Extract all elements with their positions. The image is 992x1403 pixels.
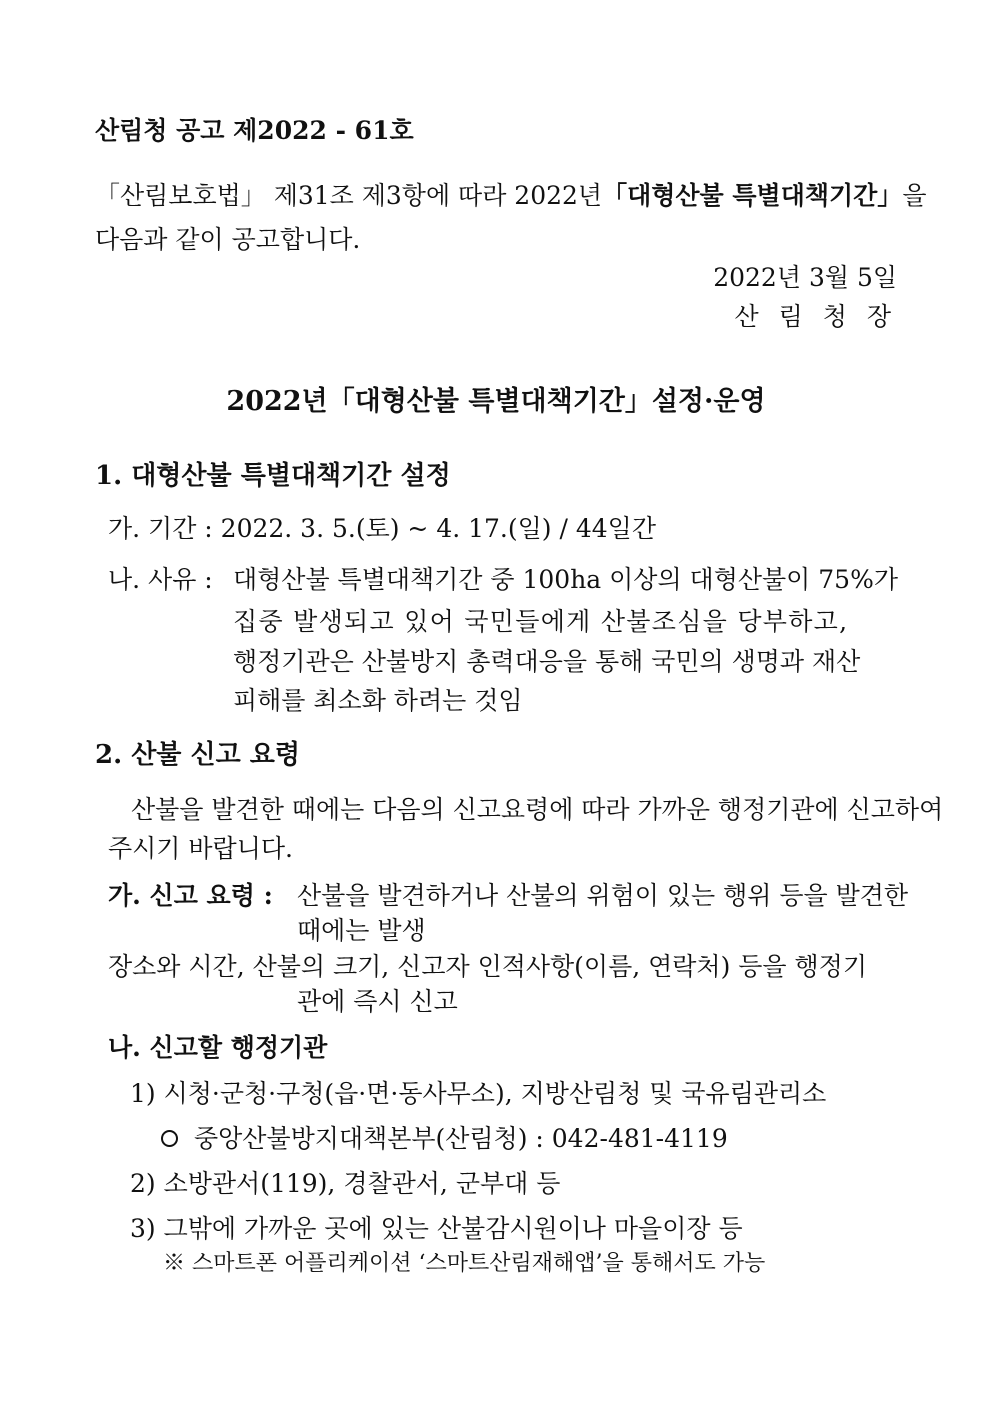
issuer: 산 림 청 장 bbox=[734, 302, 897, 331]
intro-line-2: 다음과 같이 공고합니다. bbox=[95, 225, 361, 254]
intro-particle: 을 bbox=[902, 181, 927, 210]
section2-heading: 2. 산불 신고 요령 bbox=[95, 740, 300, 770]
document-title: 2022년「대형산불 특별대책기간」설정·운영 bbox=[226, 386, 766, 417]
reason-text: 대형산불 특별대책기간 중 100ha 이상의 대형산불이 75%가 bbox=[233, 565, 898, 594]
section2-intro-line-2: 주시기 바랍니다. bbox=[108, 834, 293, 863]
report-label: 가. 신고 요령 : bbox=[108, 881, 273, 910]
section1-heading: 1. 대형산불 특별대책기간 설정 bbox=[95, 461, 451, 491]
notice-number: 산림청 공고 제2022 - 61호 bbox=[95, 116, 414, 145]
report-line-3: 장소와 시간, 산불의 크기, 신고자 인적사항(이름, 연락처) 등을 행정기 bbox=[108, 952, 867, 981]
smartphone-note: ※ 스마트폰 어플리케이션 ‘스마트산림재해앱’을 통해서도 가능 bbox=[163, 1251, 766, 1276]
report-line-4: 관에 즉시 신고 bbox=[297, 987, 458, 1016]
agency-hq-text: 중앙산불방지대책본부(산림청) : 042-481-4119 bbox=[194, 1124, 728, 1153]
agency-item-2: 2) 소방관서(119), 경찰관서, 군부대 등 bbox=[130, 1169, 561, 1198]
intro-period-name bbox=[602, 181, 926, 211]
agency-item-hq bbox=[161, 1124, 728, 1154]
intro-bold-term: 「대형산불 특별대책기간」 bbox=[602, 181, 903, 210]
circle-bullet-icon bbox=[161, 1130, 178, 1147]
reason-line-2: 집중 발생되고 있어 국민들에게 산불조심을 당부하고, bbox=[233, 607, 849, 636]
reason-line-4: 피해를 최소화 하려는 것임 bbox=[233, 686, 523, 715]
reason-line-3: 행정기관은 산불방지 총력대응을 통해 국민의 생명과 재산 bbox=[233, 647, 861, 676]
report-line-1: 산불을 발견하거나 산불의 위험이 있는 행위 등을 발견한 bbox=[297, 881, 909, 910]
section1-reason-label: 나. 사유 : bbox=[108, 565, 213, 594]
intro-text: 「산림보호법」 제31조 제3항에 따라 2022년 bbox=[95, 181, 603, 210]
agencies-heading: 나. 신고할 행정기관 bbox=[108, 1033, 328, 1062]
report-line-2: 때에는 발생 bbox=[297, 916, 426, 945]
section1-period: 가. 기간 : 2022. 3. 5.(토) ~ 4. 17.(일) / 44일간 bbox=[108, 514, 656, 543]
reason-line-1 bbox=[233, 565, 897, 595]
agency-item-1: 1) 시청·군청·구청(읍·면·동사무소), 지방산림청 및 국유림관리소 bbox=[130, 1079, 827, 1108]
section2-intro-line-1: 산불을 발견한 때에는 다음의 신고요령에 따라 가까운 행정기관에 신고하여 bbox=[131, 795, 944, 824]
agency-item-3: 3) 그밖에 가까운 곳에 있는 산불감시원이나 마을이장 등 bbox=[130, 1214, 743, 1243]
intro-line-1 bbox=[95, 181, 927, 211]
notice-date: 2022년 3월 5일 bbox=[713, 263, 897, 292]
